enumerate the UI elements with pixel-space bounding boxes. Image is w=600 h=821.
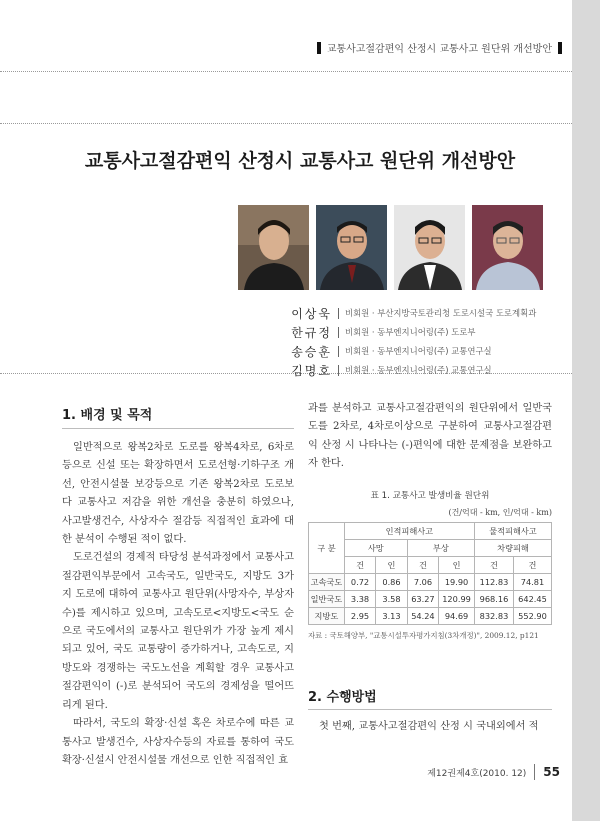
table-cell: 112.83	[474, 574, 513, 591]
author-row	[284, 362, 536, 379]
body-paragraph: 첫 번째, 교통사고절감편익 산정 시 국내외에서 적	[319, 721, 539, 732]
author-photo-4	[472, 205, 543, 290]
running-head	[317, 40, 562, 55]
author-name: 김명호	[291, 364, 332, 378]
table-cell: 94.69	[439, 608, 475, 625]
author-name: 한규정	[291, 326, 332, 340]
table-cell: 552.90	[514, 608, 552, 625]
table-header-sub: 건	[514, 557, 552, 574]
author-photo-1	[238, 205, 309, 290]
running-head-text: 교통사고절감편익 산정시 교통사고 원단위 개선방안	[326, 44, 552, 55]
author-affiliation: 비회원 · 동부엔지니어링(주) 도로부	[338, 327, 475, 338]
author-row	[284, 305, 536, 322]
author-affiliation: 비회원 · 부산지방국토관리청 도로시설국 도로계획과	[338, 308, 536, 319]
section-2-rule	[308, 709, 552, 710]
body-paragraph: 일반적으로 왕복2차로 도로를 왕복4차로, 6차로 등으로 신설 또는 확장하면서 도로선형·기하구조 개선, 안전시설물 보강등으로 기존 왕복2차로 도로보다 교통사고 저감을 위한 개선을 충분히 하였으나, 사고발생건수, 사상자수 절감등 직접적인 효과에 대한 분석이 수행된 적이 없다.	[62, 442, 294, 546]
table-unit: (건/억대 - km, 인/억대 - km)	[448, 508, 552, 517]
table-cell: 3.58	[376, 591, 407, 608]
table-cell: 63.27	[407, 591, 438, 608]
table-cell: 120.99	[439, 591, 475, 608]
table-cell: 3.38	[344, 591, 375, 608]
table-cell: 0.72	[344, 574, 375, 591]
section-2-body	[308, 718, 552, 736]
page-number: 55	[543, 765, 560, 779]
table-cell: 74.81	[514, 574, 552, 591]
table-header-row	[309, 523, 552, 540]
table-header-death: 사망	[344, 540, 407, 557]
author-list	[284, 305, 536, 381]
table-header-sub: 건	[474, 557, 513, 574]
author-name: 송승훈	[291, 345, 332, 359]
table-cell: 968.16	[474, 591, 513, 608]
page-footer	[427, 764, 560, 780]
table-header-category: 구 분	[309, 523, 345, 574]
section-2-heading: 2. 수행방법	[308, 690, 377, 705]
author-affiliation: 비회원 · 동부엔지니어링(주) 교통연구실	[338, 346, 492, 357]
column-2-body	[308, 400, 552, 474]
table-header-injury: 부상	[407, 540, 474, 557]
table-header-sub: 건	[344, 557, 375, 574]
section-1-rule	[62, 428, 294, 429]
author-photos	[238, 205, 543, 290]
running-head-left-bar	[317, 42, 321, 54]
table-header-property: 물적피해사고	[474, 523, 551, 540]
body-paragraph: 과를 분석하고 교통사고절감편익의 원단위에서 일반국도를 2차로, 4차로이상으로 구분하여 교통사고절감편익 산정 시 나타나는 (-)편익에 대한 문제점을 보완하고자 한다.	[308, 403, 552, 470]
page-side-band	[572, 0, 600, 821]
table-cell: 54.24	[407, 608, 438, 625]
table-caption: 표 1. 교통사고 발생비율 원단위	[370, 491, 490, 501]
table-row	[309, 608, 552, 625]
table-cell: 0.86	[376, 574, 407, 591]
table-cell: 19.90	[439, 574, 475, 591]
author-name: 이상욱	[291, 307, 332, 321]
author-row	[284, 343, 536, 360]
body-paragraph: 따라서, 국도의 확장·신설 혹은 차로수에 따른 교통사고 발생건수, 사상자수등의 자료를 통하여 국도 확장·신설시 안전시설물 개선으로 인한 직접적인 효	[62, 718, 294, 766]
table-header-vehicle: 차량피해	[474, 540, 551, 557]
top-dotted-rule	[0, 71, 572, 72]
table-header-sub: 인	[376, 557, 407, 574]
section-1-body	[62, 439, 294, 770]
table-cell: 642.45	[514, 591, 552, 608]
table-cell: 7.06	[407, 574, 438, 591]
body-paragraph: 도로건설의 경제적 타당성 분석과정에서 교통사고 절감편익부문에서 고속국도, 일반국도, 지방도 3가지 도로에 대하여 교통사고 원단위(사망자수, 부상자수)를 제시하고 있으며, 고속도로<지방도<국도 순으로 국도에서의 교통사고 원단위가 가장 높게 제시되고 있어, 국도 교통량이 증가하거나, 고속도로, 지방도와 경쟁하는 국도노선을 계획할 경우 교통사고절감편익이 (-)로 분석되어 국도의 경제성을 떨어뜨리게 된다.	[62, 552, 294, 711]
author-row	[284, 324, 536, 341]
table-row	[309, 591, 552, 608]
author-affiliation: 비회원 · 동부엔지니어링(주) 교통연구실	[338, 365, 492, 376]
issue-info: 제12권제4호(2010. 12)	[427, 768, 527, 779]
table-row	[309, 574, 552, 591]
table-source: 자료 : 국토해양부, "교통시설투자평가지침(3차개정)", 2009.12, p121	[308, 631, 539, 640]
table-header-sub: 인	[439, 557, 475, 574]
footer-separator	[534, 764, 535, 780]
table-header-sub: 건	[407, 557, 438, 574]
table-header-row	[309, 540, 552, 557]
table-header-personal: 인적피해사고	[344, 523, 474, 540]
author-photo-2	[316, 205, 387, 290]
table-cell: 832.83	[474, 608, 513, 625]
title-dotted-rule-top	[0, 123, 572, 124]
table-row-label: 일반국도	[309, 591, 345, 608]
section-1-heading: 1. 배경 및 목적	[62, 408, 153, 423]
table-cell: 3.13	[376, 608, 407, 625]
table-header-row	[309, 557, 552, 574]
article-title: 교통사고절감편익 산정시 교통사고 원단위 개선방안	[84, 150, 516, 172]
table-row-label: 지방도	[309, 608, 345, 625]
running-head-right-bar	[558, 42, 562, 54]
accident-rate-table	[308, 522, 552, 625]
table-cell: 2.95	[344, 608, 375, 625]
table-row-label: 고속국도	[309, 574, 345, 591]
author-photo-3	[394, 205, 465, 290]
